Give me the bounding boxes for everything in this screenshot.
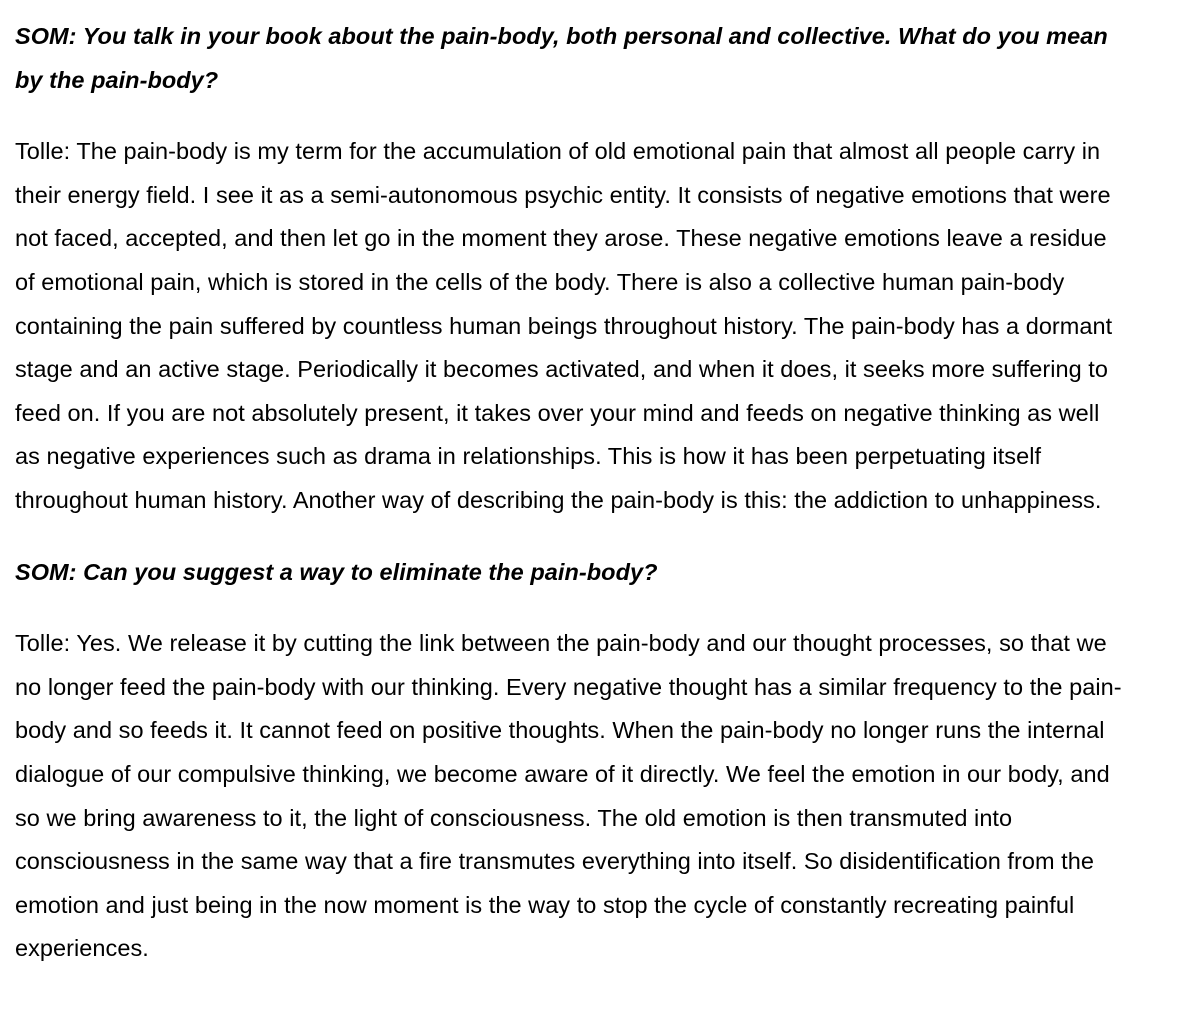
question-pain-body-definition: SOM: You talk in your book about the pain-body, both personal and collective. What do you mean by the pain-body? — [15, 23, 1108, 93]
question-eliminate-pain-body: SOM: Can you suggest a way to eliminate the pain-body? — [15, 558, 658, 585]
answer-pain-body-definition: Tolle: The pain-body is my term for the accumulation of old emotional pain that almost all people carry in their energy field. I see it as a semi-autonomous psychic entity. It consists of negative emotions that were not faced, accepted, and then let go in the moment they arose. These negative emotions leave a residue of emotional pain, which is stored in the cells of the body. There is also a collective human pain-body containing the pain suffered by countless human beings throughout history. The pain-body has a dormant stage and an active stage. Periodically it becomes activated, and when it does, it seeks more suffering to feed on. If you are not absolutely present, it takes over your mind and feeds on negative thinking as well as negative experiences such as drama in relationships. This is how it has been perpetuating itself throughout human history. Another way of describing the pain-body is this: the addiction to unhappiness. — [15, 138, 1113, 513]
answer-eliminate-pain-body: Tolle: Yes. We release it by cutting the link between the pain-body and our thought processes, so that we no longer feed the pain-body with our thinking. Every negative thought has a similar frequency to the pain-body and so feeds it. It cannot feed on positive thoughts. When the pain-body no longer runs the internal dialogue of our compulsive thinking, we become aware of it directly. We feel the emotion in our body, and so we bring awareness to it, the light of consciousness. The old emotion is then transmuted into consciousness in the same way that a fire transmutes everything into itself. So disidentification from the emotion and just being in the now moment is the way to stop the cycle of constantly recreating painful experiences. — [15, 630, 1122, 962]
